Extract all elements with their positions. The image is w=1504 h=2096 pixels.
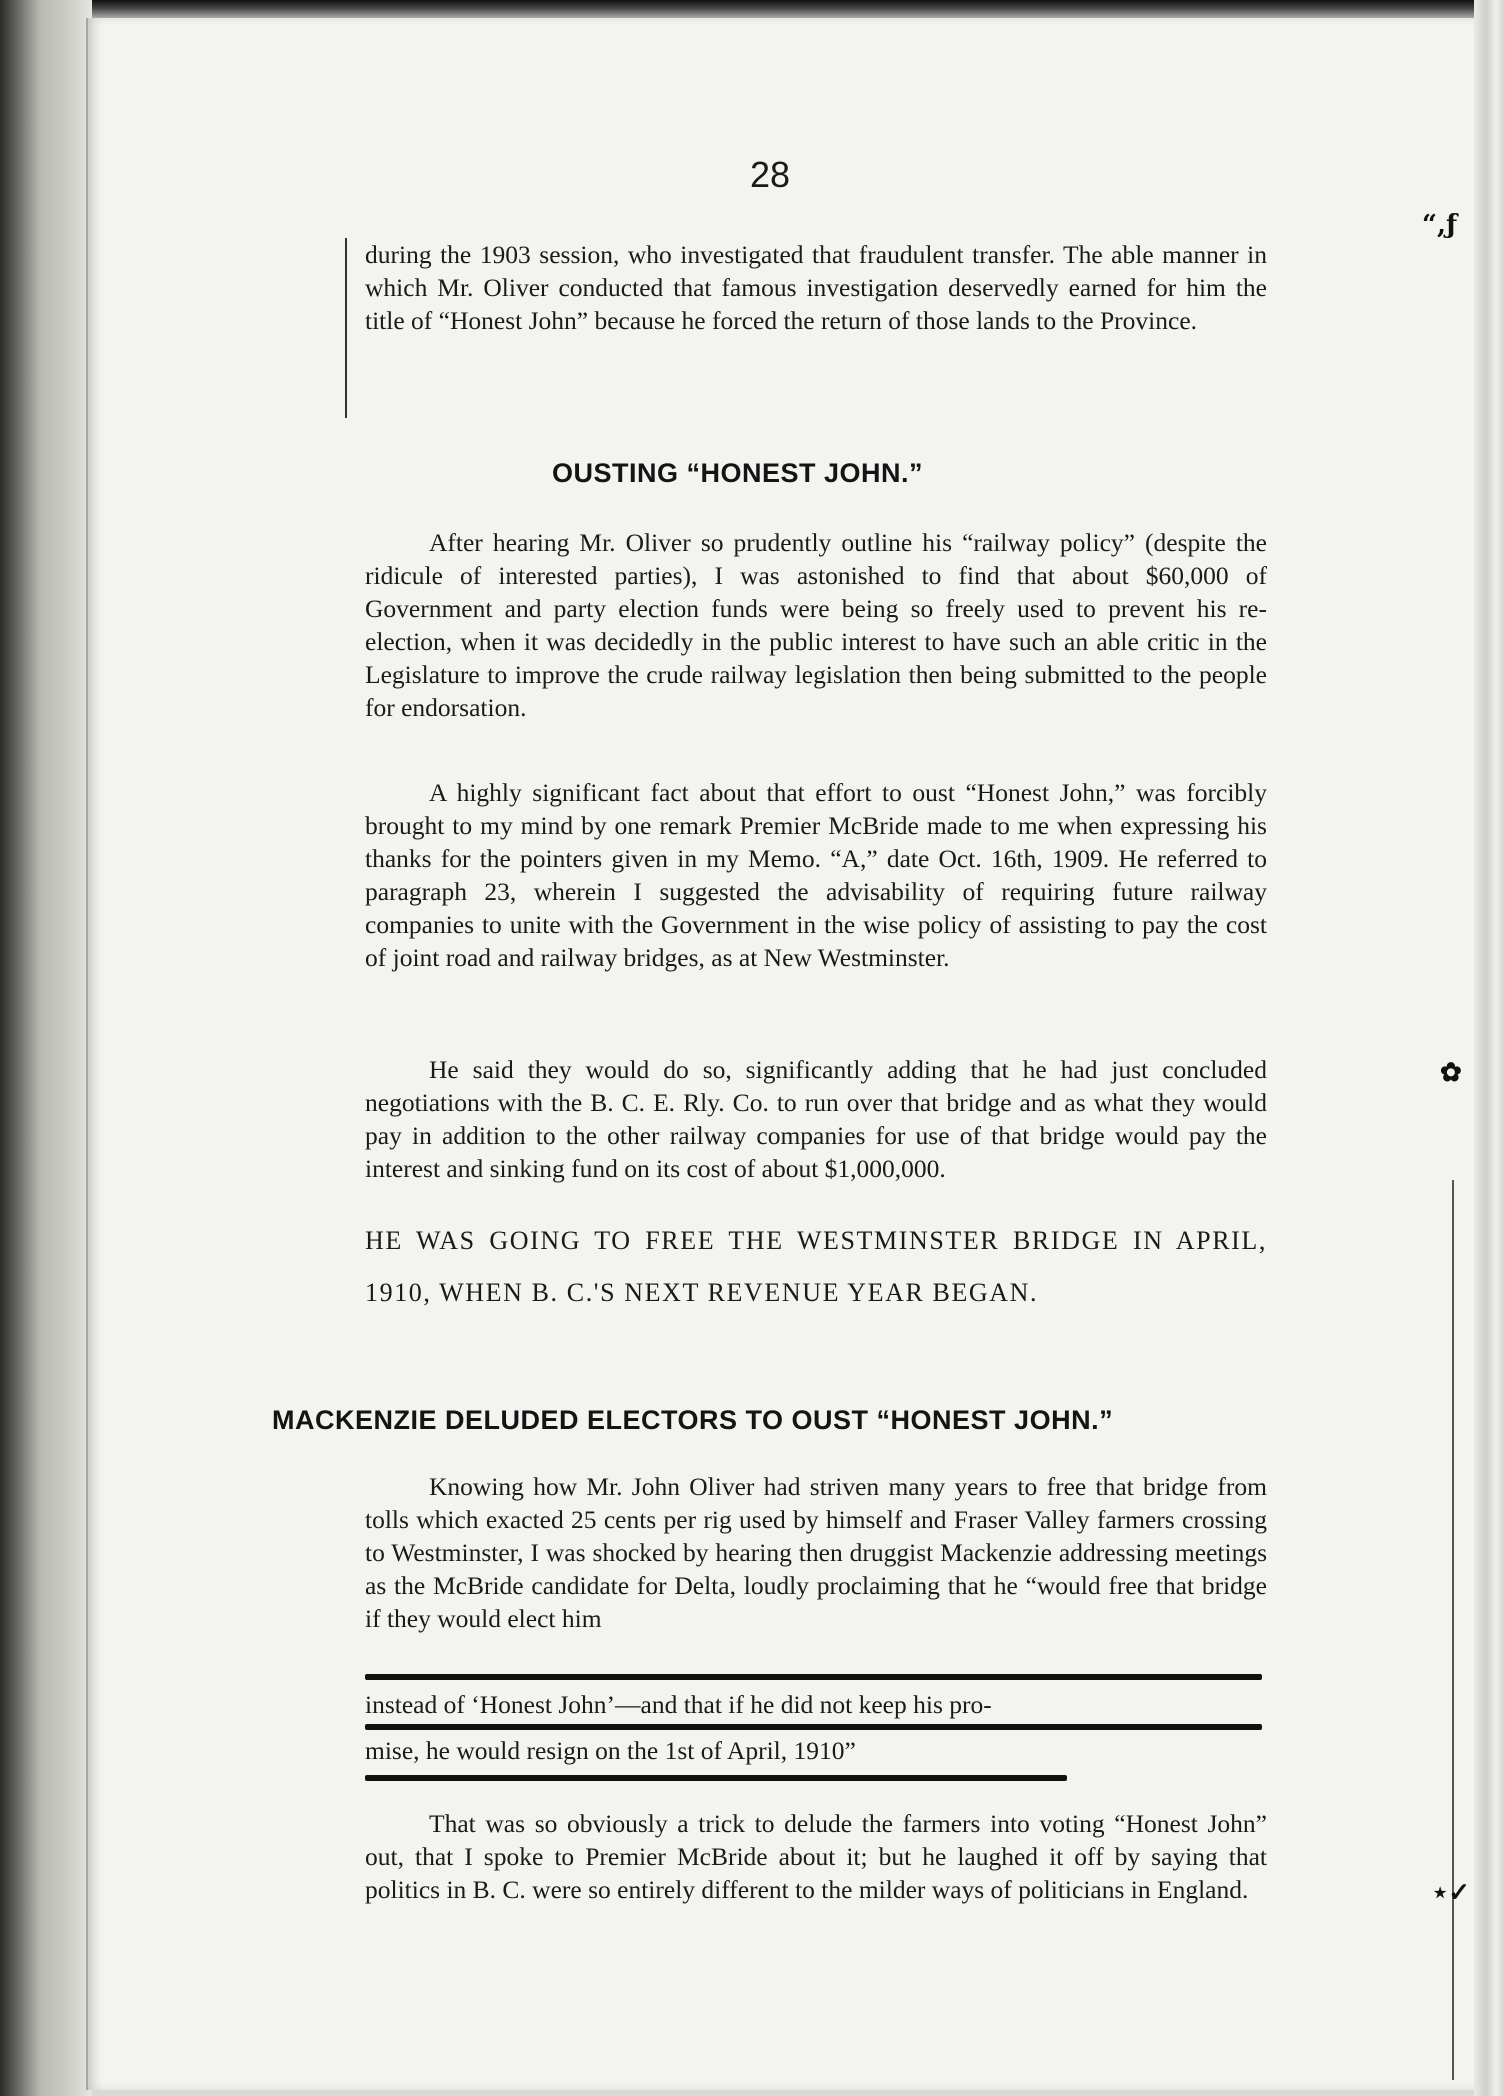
underlined-line-2: mise, he would resign on the 1st of April, 1910” [365,1736,856,1765]
page-number: 28 [750,154,791,195]
paragraph-knowing-how: Knowing how Mr. John Oliver had striven many years to free that bridge from tolls which exacted 25 cents per rig used by himself and Fraser Valley farmers crossing to Westminster, I was shocked by hearing then druggist Mackenzie addressing meetings as the McBride candidate for Delta, loudly proclaiming that he “would free that bridge if they would elect him [365,1472,1267,1633]
paragraph-he-said: He said they would do so, significantly adding that he had just concluded negotiations with the B. C. E. Rly. Co. to run over that bridge and as what they would pay in addition to the other railway companies for use of that bridge would pay the interest and sinking fund on its cost of about $1,000,000. [365,1055,1267,1183]
margin-scribble-bottom: ⋆✓ [1432,1878,1471,1908]
underline-rule-3 [365,1775,1067,1781]
left-margin-line [345,238,347,418]
underline-rule-1 [365,1674,1262,1680]
paragraph-significant-fact: A highly significant fact about that effort to oust “Honest John,” was forcibly brought to my mind by one remark Premier McBride made to me when expressing his thanks for the pointers given in my Memo. “A,” date Oct. 16th, 1909. He referred to paragraph 23, wherein I suggested the advisability of requiring future railway companies to unite with the Government in the wise policy of assisting to pay the cost of joint road and railway bridges, as at New Westminster. [365,778,1267,972]
page-right-edge [1474,0,1504,2096]
margin-scribble-middle: ✿ [1440,1058,1462,1088]
book-spine-edge [0,0,92,2096]
underlined-line-1: instead of ‘Honest John’—and that if he did not keep his pro- [365,1690,992,1719]
right-margin-line [1452,1180,1454,2080]
paragraph-obvious-trick: That was so obviously a trick to delude the farmers into voting “Honest John” out, that I spoke to Premier McBride about it; but he laughed it off by saying that politics in B. C. were so entirely different to the milder ways of politicians in England. [365,1809,1267,1904]
scan-top-edge [0,0,1504,20]
section-heading-ousting: OUSTING “HONEST JOHN.” [552,458,924,488]
caps-statement: HE WAS GOING TO FREE THE WESTMINSTER BRIDGE IN APRIL, 1910, WHEN B. C.'S NEXT REVENUE YEAR BEGAN. [365,1226,1267,1307]
underline-rule-2 [365,1724,1262,1730]
intro-paragraph: during the 1903 session, who investigated that fraudulent transfer. The able manner in which Mr. Oliver conducted that famous investigation deservedly earned for him the title of “Honest John” because he forced the return of those lands to the Province. [365,240,1267,335]
paragraph-after-hearing: After hearing Mr. Oliver so prudently outline his “railway policy” (despite the ridicule of interested parties), I was astonished to find that about $60,000 of Government and party election funds were being so freely used to prevent his re-election, when it was decidedly in the public interest to have such an able critic in the Legislature to improve the crude railway legislation then being submitted to the people for endorsation. [365,528,1267,722]
margin-scribble-top: “,ƒ [1422,210,1458,240]
section-heading-mackenzie: MACKENZIE DELUDED ELECTORS TO OUST “HONEST JOHN.” [272,1405,1114,1435]
